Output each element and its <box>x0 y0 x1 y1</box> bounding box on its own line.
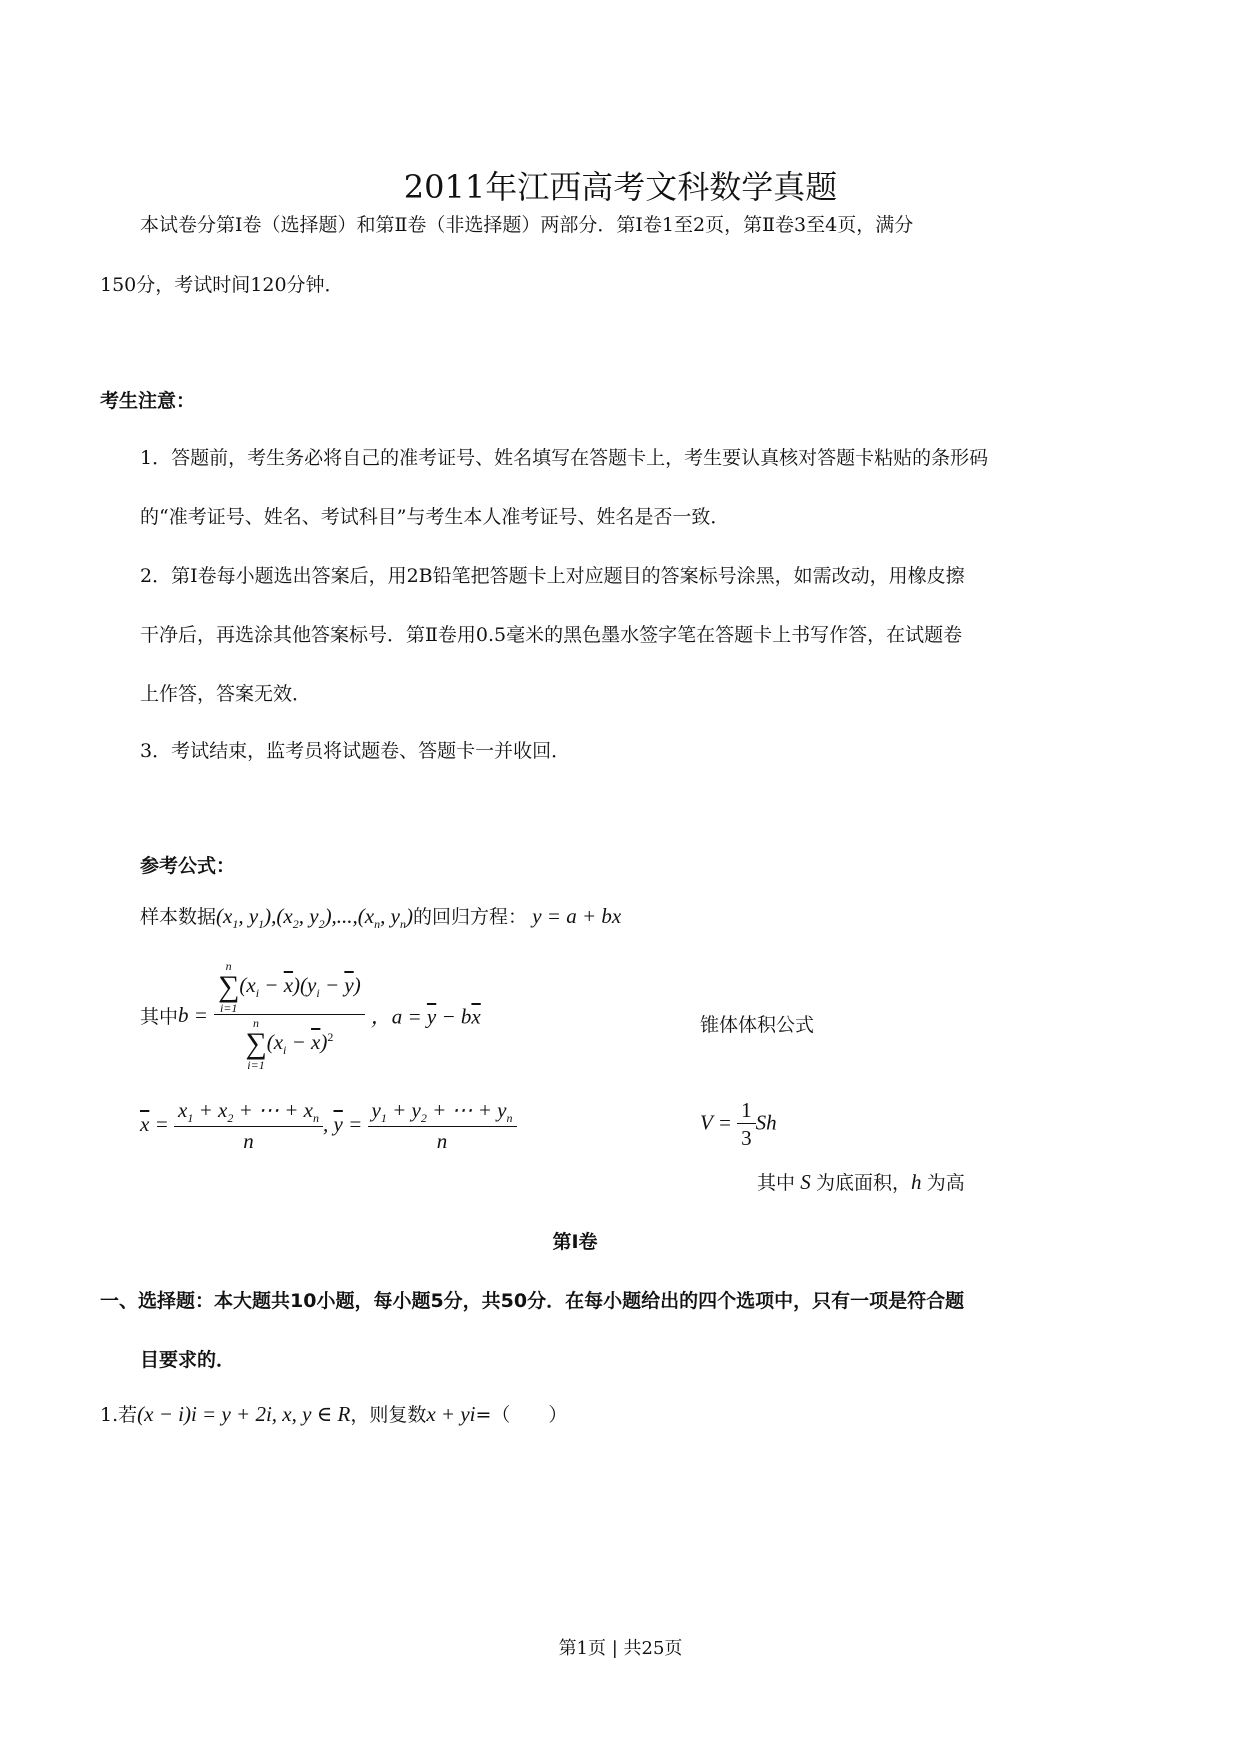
regression-prefix: 样本数据 <box>140 906 217 928</box>
cone-note-a: 其中 <box>757 1172 796 1194</box>
part-heading-line-1: 一、选择题：本大题共10小题，每小题5分，共50分．在每小题给出的四个选项中，只有一项是符合题 <box>100 1290 965 1312</box>
section-title: 第Ⅰ卷 <box>552 1231 598 1253</box>
b-formula-block <box>140 960 481 1071</box>
question-1 <box>100 1400 567 1427</box>
mean-formulas: $\overline{x}$ = $\frac{x_1 + x_2 + \cdots + x_n}{n}$ , $\overline{y}$ = $\frac{y_1 + y_2 + \cdots + y_n}{n}$ <box>140 1098 517 1154</box>
cone-volume-label: 锥体体积公式 <box>700 1014 815 1036</box>
intro-line-2: 150分，考试时间120分钟． <box>100 274 344 296</box>
sample-data-formula: ($x_1$, $y_1),(x_2$, $y_2),...,(x_n$, $y_n$) <box>216 904 413 932</box>
formula-heading: 参考公式： <box>140 855 236 877</box>
note-line-3: 2．第Ⅰ卷每小题选出答案后，用2B铅笔把答题卡上对应题目的答案标号涂黑，如需改动，用橡皮擦 <box>140 565 965 587</box>
q1-suffix: =（ ） <box>475 1404 568 1426</box>
intro-line-1: 本试卷分第Ⅰ卷（选择题）和第Ⅱ卷（非选择题）两部分．第Ⅰ卷1至2页，第Ⅱ卷3至4页，满分 <box>140 214 914 236</box>
regression-line <box>140 902 621 932</box>
note-line-2: 的“准考证号、姓名、考试科目”与考生本人准考证号、姓名是否一致． <box>140 506 730 528</box>
b-variable: b = <box>178 1003 208 1027</box>
note-line-6: 3．考试结束，监考员将试题卷、答题卡一并收回． <box>140 740 571 762</box>
note-line-4: 干净后，再选涂其他答案标号．第Ⅱ卷用0.5毫米的黑色墨水签字笔在答题卡上书写作答，在试题卷 <box>140 624 963 646</box>
note-line-5: 上作答，答案无效． <box>140 683 312 705</box>
note-line-1: 1．答题前，考生务必将自己的准考证号、姓名填写在答题卡上，考生要认真核对答题卡粘贴的条形码 <box>140 447 989 469</box>
cone-note-c: 为高 <box>926 1172 965 1194</box>
q1-expression: x + yi <box>426 1402 476 1426</box>
q1-middle: ，则复数 <box>350 1404 427 1426</box>
where-prefix: 其中 <box>140 1006 179 1028</box>
regression-middle: 的回归方程： <box>412 906 527 928</box>
a-formula: ，$a = \overline{y} - b\overline{x}$ <box>370 1004 481 1029</box>
cone-note-S: S <box>795 1170 817 1194</box>
part-heading-line-2: 目要求的． <box>140 1349 236 1371</box>
b-fraction: n ∑ i=1 $(x_i - \overline{x})(y_i - \overline{y})$ n ∑ i=1 $(x_i - \overline{x})^2$ <box>214 960 365 1071</box>
page-footer: 第1页 | 共25页 <box>558 1638 683 1659</box>
regression-equation: y = a + bx <box>526 904 622 928</box>
q1-prefix: 1.若 <box>100 1404 138 1426</box>
cone-volume-formula: V = $\frac{1}{3}$ Sh <box>700 1098 777 1150</box>
cone-note-b: 为底面积， <box>816 1172 912 1194</box>
page-title: 2011年江西高考文科数学真题 <box>403 168 838 206</box>
q1-condition: (x − i)i = y + 2i, x, y ∈ R <box>137 1402 351 1426</box>
cone-note <box>757 1168 965 1195</box>
cone-note-h: h <box>911 1170 927 1194</box>
notice-heading: 考生注意： <box>100 390 196 412</box>
